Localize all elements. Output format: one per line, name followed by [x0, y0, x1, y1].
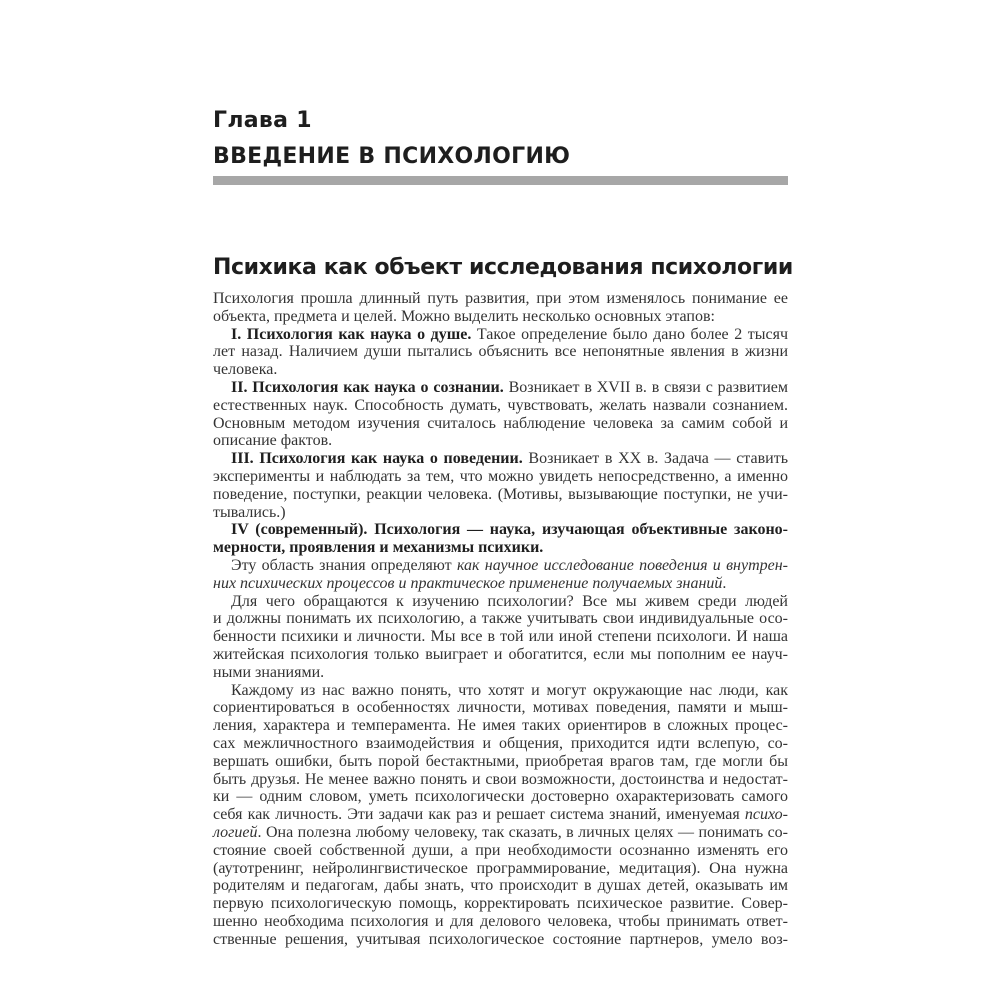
text-span: . [722, 574, 727, 592]
text-line [213, 397, 788, 415]
text-span: описание фактов. [213, 432, 333, 450]
bold-text: III. Психология как наука о поведении. [231, 450, 523, 468]
text-line [213, 326, 788, 344]
text-span: вершать ошибки, быть порой бестактными, приобретая врагов там, где могли бы [213, 752, 788, 770]
text-line [213, 735, 788, 753]
body-text [213, 290, 788, 948]
text-span: лет назад. Наличием души пытались объяснить все непонятные явления в жизни [213, 343, 788, 361]
section-heading: Психика как объект исследования психологии [213, 255, 793, 280]
text-line [213, 379, 788, 397]
text-line [213, 432, 788, 450]
text-line [213, 290, 788, 308]
text-line [213, 717, 788, 735]
bold-text: IV (современный). Психология — наука, изучающая объективные законо- [231, 521, 788, 539]
bold-text: I. Психология как наука о душе. [231, 325, 472, 343]
text-line [213, 664, 788, 682]
text-line [213, 806, 788, 824]
text-span: сах межличностного взаимодействия и общения, приходится идти вслепую, со- [213, 734, 788, 752]
bold-text: мерности, проявления и механизмы психики. [213, 539, 544, 557]
text-span: Каждому из нас важно понять, что хотят и могут окружающие нас люди, как [231, 681, 788, 699]
italic-text: как научное исследование поведения и внутрен- [456, 556, 788, 574]
text-span: стояние своей собственной души, а при необходимости осознанно изменять его [213, 841, 788, 859]
text-span: бенности психики и личности. Мы все в той или иной степени психологи. И наша [213, 628, 788, 646]
text-span: человека. [213, 361, 278, 379]
italic-text: них психических процессов и практическое применение получаемых знаний [213, 574, 723, 592]
italic-text: психо- [744, 806, 788, 824]
text-span: тывались.) [213, 503, 286, 521]
text-line [213, 895, 788, 913]
text-span: поведение, поступки, реакции человека. (Мотивы, вызывающие поступки, не учи- [213, 485, 788, 503]
text-line [213, 468, 788, 486]
text-span: Такое определение было дано более 2 тысяч [471, 325, 788, 343]
text-span: житейская психология только выиграет и обогатится, если мы пополним ее науч- [213, 645, 788, 663]
text-span: быть друзья. Не менее важно понять и свои возможности, достоинства и недостат- [213, 770, 788, 788]
text-line [213, 682, 788, 700]
text-line [213, 646, 788, 664]
chapter-divider-bar [213, 176, 788, 185]
text-line [213, 504, 788, 522]
text-line [213, 860, 788, 878]
text-span: Для чего обращаются к изучению психологии? Все мы живем среди людей [231, 592, 788, 610]
text-line [213, 913, 788, 931]
text-line [213, 610, 788, 628]
text-line [213, 308, 788, 326]
text-span: Эту область знания определяют [231, 556, 457, 574]
text-span: Основным методом изучения считалось наблюдение человека за самим собой и [213, 414, 788, 432]
text-line [213, 771, 788, 789]
text-span: Психология прошла длинный путь развития, при этом изменялось понимание ее [213, 290, 788, 307]
text-line [213, 931, 788, 949]
text-line [213, 557, 788, 575]
text-line [213, 877, 788, 895]
bold-text: II. Психология как наука о сознании. [231, 378, 504, 396]
text-span: Возникает в XVII в. в связи с развитием [503, 378, 789, 396]
text-span: родителям и педагогам, дабы знать, что происходит в душах детей, оказывать им [213, 877, 788, 895]
text-line [213, 343, 788, 361]
text-span: ственные решения, учитывая психологическое состояние партнеров, умело воз- [213, 930, 788, 948]
text-line [213, 788, 788, 806]
text-span: (аутотренинг, нейролингвистическое программирование, медитация). Она нужна [213, 859, 788, 877]
text-span: и должны понимать их психологию, а также учитывать свои индивидуальные осо- [213, 610, 788, 628]
text-span: естественных наук. Способность думать, чувствовать, желать назвали сознанием. [213, 396, 788, 414]
text-span: шенно необходима психология и для делового человека, чтобы принимать ответ- [213, 912, 788, 930]
chapter-title: ВВЕДЕНИЕ В ПСИХОЛОГИЮ [213, 144, 571, 169]
italic-text: логией [213, 823, 258, 841]
text-line [213, 486, 788, 504]
chapter-label: Глава 1 [213, 108, 312, 133]
text-span: первую психологическую помощь, корректировать психическое развитие. Совер- [213, 895, 788, 913]
text-line [213, 699, 788, 717]
text-span: себя как личность. Эти задачи как раз и решает система знаний, именуемая [213, 806, 745, 824]
text-line [213, 824, 788, 842]
text-line [213, 361, 788, 379]
text-span: ки — одним словом, уметь психологически достоверно охарактеризовать самого [213, 788, 788, 806]
text-line [213, 450, 788, 468]
text-line [213, 593, 788, 611]
text-span: Возникает в XX в. Задача — ставить [522, 450, 788, 468]
text-span: сориентироваться в особенностях личности, мотивах поведения, памяти и мыш- [213, 699, 788, 717]
text-span: объекта, предмета и целей. Можно выделить несколько основных этапов: [213, 307, 715, 325]
text-line [213, 575, 788, 593]
text-span: ными знаниями. [213, 663, 325, 681]
text-line [213, 415, 788, 433]
text-span: ления, характера и темперамента. Не имея таких ориентиров в сложных процес- [213, 717, 788, 735]
text-span: . Она полезна любому человеку, так сказать, в личных целях — понимать со- [257, 823, 788, 841]
text-line [213, 539, 788, 557]
text-line [213, 753, 788, 771]
text-line [213, 521, 788, 539]
text-line [213, 628, 788, 646]
text-line [213, 842, 788, 860]
text-span: эксперименты и наблюдать за тем, что можно увидеть непосредственно, а именно [213, 467, 788, 485]
